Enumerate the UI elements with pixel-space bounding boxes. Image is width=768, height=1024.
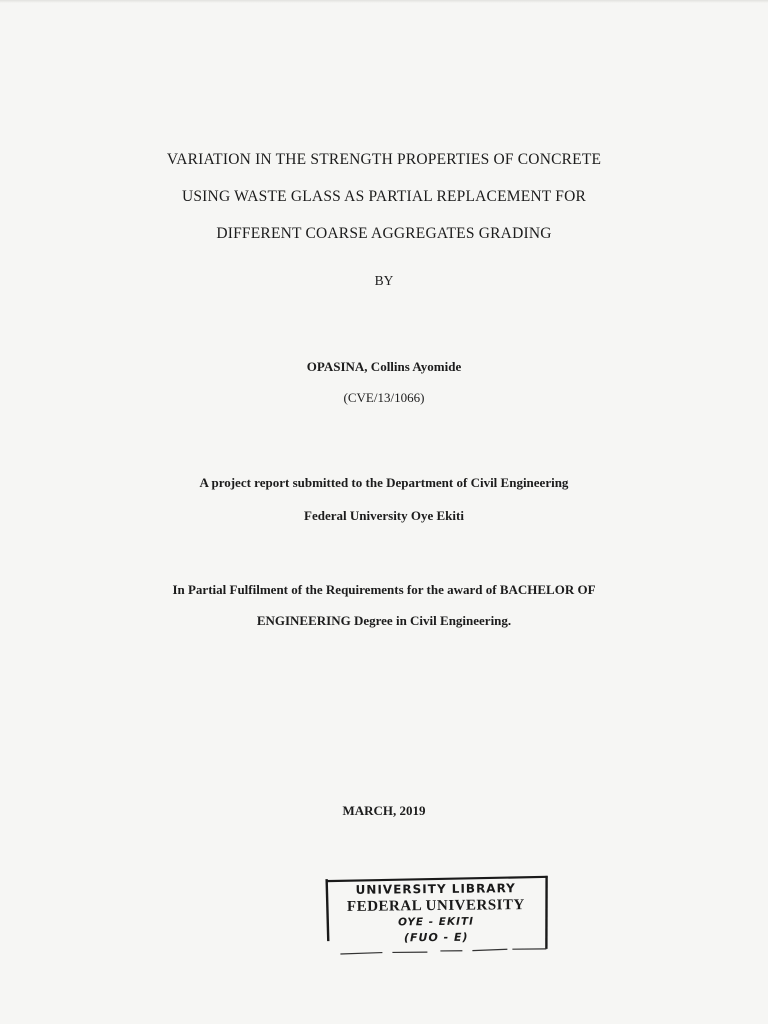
title-line-2: USING WASTE GLASS AS PARTIAL REPLACEMENT FOR [181, 188, 587, 205]
stamp-line-4: (FUO - E) [403, 930, 469, 945]
stamp-line-3: OYE - EKITI [398, 915, 475, 929]
stamp-line-2: FEDERAL UNIVERSITY [346, 897, 525, 915]
fulfilment-line-2: ENGINEERING Degree in Civil Engineering. [256, 613, 512, 628]
matric-number: (CVE/13/1066) [343, 390, 425, 405]
stamp-line-1: UNIVERSITY LIBRARY [355, 881, 516, 897]
submission-line-1: A project report submitted to the Department of Civil Engineering [199, 475, 569, 490]
scan-edge [0, 0, 768, 3]
library-stamp [322, 873, 551, 955]
submission-line-2: Federal University Oye Ekiti [304, 508, 464, 523]
by-label: BY [374, 273, 394, 288]
author-name: OPASINA, Collins Ayomide [306, 359, 462, 374]
title-line-3: DIFFERENT COARSE AGGREGATES GRADING [216, 225, 552, 242]
title-line-1: VARIATION IN THE STRENGTH PROPERTIES OF CONCRETE [166, 151, 602, 168]
fulfilment-line-1: In Partial Fulfilment of the Requirements for the award of BACHELOR OF [172, 582, 596, 597]
submission-date: MARCH, 2019 [342, 803, 426, 818]
